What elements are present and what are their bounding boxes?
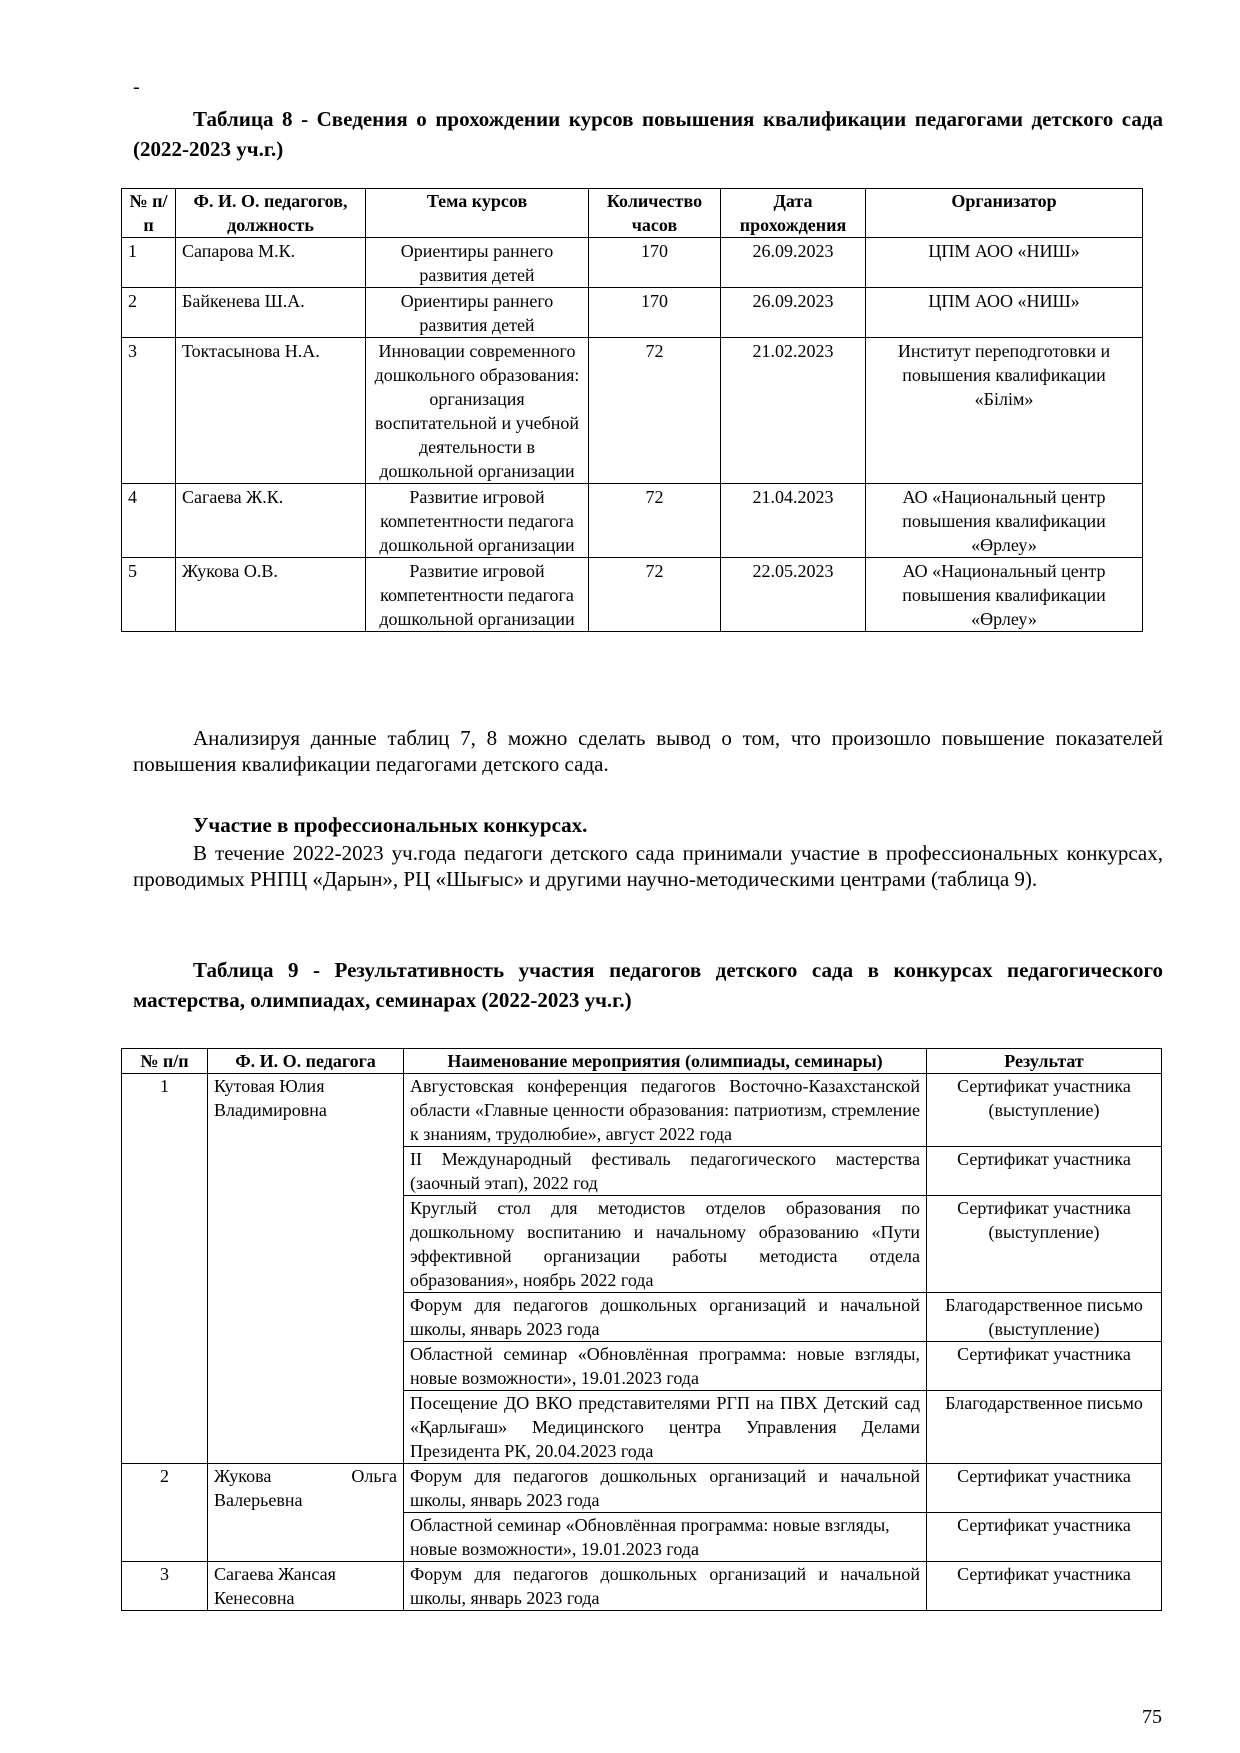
course-hours: 72 bbox=[589, 338, 721, 484]
table9-header: Результат bbox=[927, 1049, 1162, 1074]
table8-header-row bbox=[122, 189, 1143, 238]
row-number: 3 bbox=[122, 1562, 208, 1611]
table8-header: Тема курсов bbox=[366, 189, 589, 238]
event-result: Сертификат участника bbox=[927, 1342, 1162, 1391]
page-number: 75 bbox=[1142, 1706, 1162, 1728]
table9-header: Ф. И. О. педагога bbox=[208, 1049, 404, 1074]
teacher-name: Байкенева Ш.А. bbox=[176, 288, 366, 338]
course-topic: Развитие игровой компетентности педагога дошкольной организации bbox=[366, 558, 589, 632]
event-name: Форум для педагогов дошкольных организаций и начальной школы, январь 2023 года bbox=[404, 1464, 927, 1513]
table8-header: № п/п bbox=[122, 189, 176, 238]
table8-header: Ф. И. О. педагогов, должность bbox=[176, 189, 366, 238]
row-number: 2 bbox=[122, 1464, 208, 1562]
dash-mark: - bbox=[133, 76, 140, 98]
event-name: Посещение ДО ВКО представителями РГП на ПВХ Детский сад «Қарлығаш» Медицинского центра Управления Делами Президента РК, 20.04.2023 года bbox=[404, 1391, 927, 1464]
course-hours: 72 bbox=[589, 484, 721, 558]
contests-heading: Участие в профессиональных конкурсах. bbox=[193, 813, 588, 837]
teacher-name: Кутовая Юлия Владимировна bbox=[208, 1074, 404, 1464]
event-name: Областной семинар «Обновлённая программа: новые взгляды, новые возможности», 19.01.2023 года bbox=[404, 1342, 927, 1391]
course-organizer: АО «Национальный центр повышения квалификации «Өрлеу» bbox=[866, 484, 1143, 558]
table9-header-row bbox=[122, 1049, 1162, 1074]
event-name: Областной семинар «Обновлённая программа: новые взгляды, новые возможности», 19.01.2023 года bbox=[404, 1513, 927, 1562]
course-topic: Инновации современного дошкольного образования: организация воспитательной и учебной деятельности в дошкольной организации bbox=[366, 338, 589, 484]
table-row bbox=[122, 1464, 1162, 1513]
row-number: 2 bbox=[122, 288, 176, 338]
event-result: Сертификат участника bbox=[927, 1562, 1162, 1611]
course-organizer: ЦПМ АОО «НИШ» bbox=[866, 288, 1143, 338]
course-date: 26.09.2023 bbox=[721, 238, 866, 288]
row-number: 4 bbox=[122, 484, 176, 558]
row-number: 5 bbox=[122, 558, 176, 632]
teacher-name: Сагаева Жансая Кенесовна bbox=[208, 1562, 404, 1611]
event-name: Форум для педагогов дошкольных организаций и начальной школы, январь 2023 года bbox=[404, 1293, 927, 1342]
course-organizer: АО «Национальный центр повышения квалификации «Өрлеу» bbox=[866, 558, 1143, 632]
event-result: Сертификат участника bbox=[927, 1513, 1162, 1562]
table-row bbox=[122, 288, 1143, 338]
course-date: 21.02.2023 bbox=[721, 338, 866, 484]
row-number: 1 bbox=[122, 1074, 208, 1464]
table-row bbox=[122, 1074, 1162, 1147]
teacher-name: Жукова Ольга Валерьевна bbox=[208, 1464, 404, 1562]
teacher-name: Жукова О.В. bbox=[176, 558, 366, 632]
course-date: 22.05.2023 bbox=[721, 558, 866, 632]
table-row bbox=[122, 238, 1143, 288]
row-number: 3 bbox=[122, 338, 176, 484]
analysis-paragraph: Анализируя данные таблиц 7, 8 можно сделать вывод о том, что произошло повышение показателей повышения квалификации педагогами детского сада. bbox=[133, 726, 1163, 776]
event-name: Августовская конференция педагогов Восточно-Казахстанской области «Главные ценности образования: патриотизм, стремление к знаниям, трудолюбие», август 2022 года bbox=[404, 1074, 927, 1147]
table8-header: Организатор bbox=[866, 189, 1143, 238]
course-date: 26.09.2023 bbox=[721, 288, 866, 338]
table9-caption: Таблица 9 - Результативность участия педагогов детского сада в конкурсах педагогического мастерства, олимпиадах, семинарах (2022-2023 уч.г.) bbox=[133, 958, 1163, 1012]
table-row bbox=[122, 338, 1143, 484]
row-number: 1 bbox=[122, 238, 176, 288]
table-row bbox=[122, 484, 1143, 558]
course-topic: Развитие игровой компетентности педагога дошкольной организации bbox=[366, 484, 589, 558]
course-topic: Ориентиры раннего развития детей bbox=[366, 288, 589, 338]
table8 bbox=[121, 188, 1143, 632]
event-result: Сертификат участника (выступление) bbox=[927, 1196, 1162, 1293]
table9-header: № п/п bbox=[122, 1049, 208, 1074]
course-organizer: ЦПМ АОО «НИШ» bbox=[866, 238, 1143, 288]
course-hours: 170 bbox=[589, 238, 721, 288]
event-result: Сертификат участника bbox=[927, 1464, 1162, 1513]
event-result: Благодарственное письмо bbox=[927, 1391, 1162, 1464]
event-result: Благодарственное письмо (выступление) bbox=[927, 1293, 1162, 1342]
table-row bbox=[122, 558, 1143, 632]
table8-header: Количество часов bbox=[589, 189, 721, 238]
event-name: II Международный фестиваль педагогического мастерства (заочный этап), 2022 год bbox=[404, 1147, 927, 1196]
course-organizer: Институт переподготовки и повышения квалификации «Білім» bbox=[866, 338, 1143, 484]
table8-header: Дата прохождения bbox=[721, 189, 866, 238]
table8-caption: Таблица 8 - Сведения о прохождении курсов повышения квалификации педагогами детского сада (2022-2023 уч.г.) bbox=[133, 107, 1163, 161]
event-name: Круглый стол для методистов отделов образования по дошкольному воспитанию и начальному образованию «Пути эффективной организации работы методиста отдела образования», ноябрь 2022 года bbox=[404, 1196, 927, 1293]
course-topic: Ориентиры раннего развития детей bbox=[366, 238, 589, 288]
event-result: Сертификат участника bbox=[927, 1147, 1162, 1196]
contests-paragraph: В течение 2022-2023 уч.года педагоги детского сада принимали участие в профессиональных конкурсах, проводимых РНПЦ «Дарын», РЦ «Шығыс» и другими научно-методическими центрами (таблица 9). bbox=[133, 841, 1163, 891]
teacher-name: Сагаева Ж.К. bbox=[176, 484, 366, 558]
course-hours: 170 bbox=[589, 288, 721, 338]
event-name: Форум для педагогов дошкольных организаций и начальной школы, январь 2023 года bbox=[404, 1562, 927, 1611]
table9 bbox=[121, 1048, 1162, 1611]
teacher-name: Сапарова М.К. bbox=[176, 238, 366, 288]
table-row bbox=[122, 1562, 1162, 1611]
table9-header: Наименование мероприятия (олимпиады, семинары) bbox=[404, 1049, 927, 1074]
course-date: 21.04.2023 bbox=[721, 484, 866, 558]
teacher-name: Токтасынова Н.А. bbox=[176, 338, 366, 484]
event-result: Сертификат участника (выступление) bbox=[927, 1074, 1162, 1147]
course-hours: 72 bbox=[589, 558, 721, 632]
